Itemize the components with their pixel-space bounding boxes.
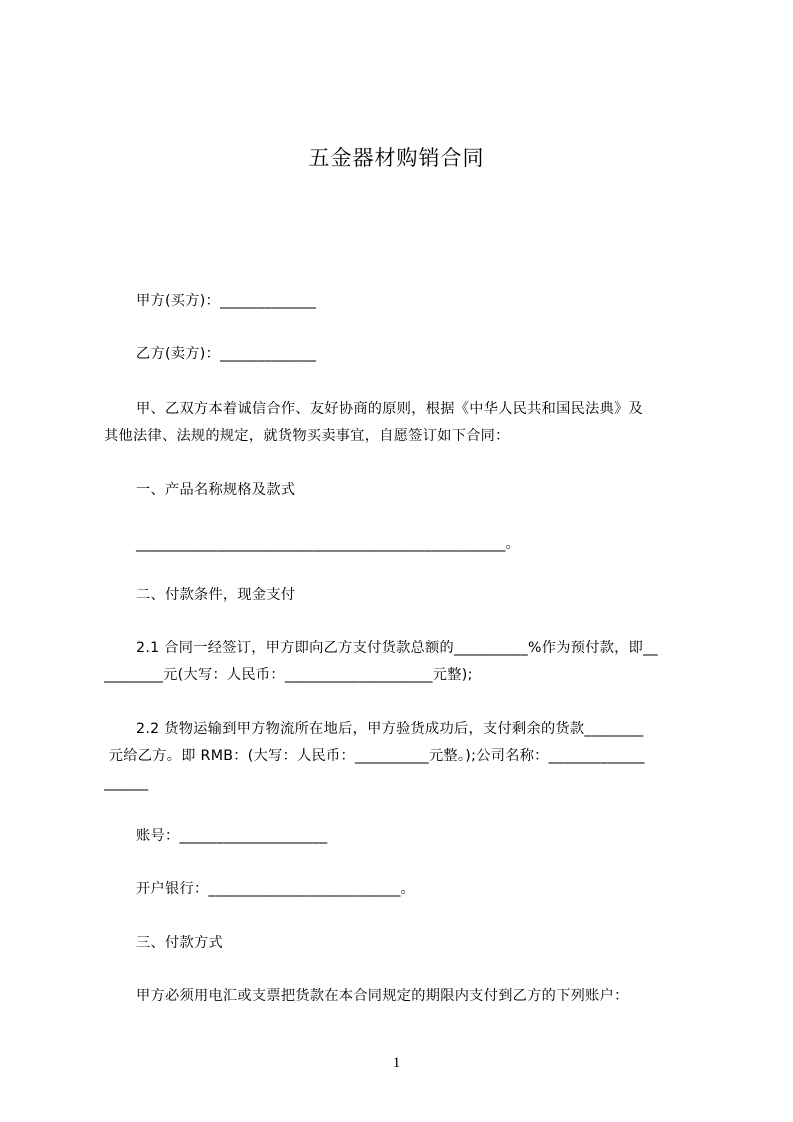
page-number: 1 <box>392 1055 401 1071</box>
clause-2-1-line2: ________元(大写：人民币：____________________元整); <box>104 667 473 683</box>
clause-2-2-line2: 元给乙方。即 RMB：(大写：人民币：__________元整。);公司名称：_____________ <box>104 748 645 764</box>
party-a-field: 甲方(买方)：_____________ <box>136 293 317 309</box>
section3-heading: 三、付款方式 <box>136 935 223 951</box>
intro-paragraph-line2: 其他法律、法规的规定，就货物买卖事宜，自愿签订如下合同： <box>104 428 510 444</box>
section3-text: 甲方必须用电汇或支票把货款在本合同规定的期限内支付到乙方的下列账户： <box>136 988 629 1004</box>
section1-heading: 一、产品名称规格及款式 <box>136 482 296 498</box>
clause-2-1-line1: 2.1 合同一经签订，甲方即向乙方支付货款总额的__________%作为预付款，即__ <box>136 640 658 656</box>
clause-2-2-line1: 2.2 货物运输到甲方物流所在地后，甲方验货成功后，支付剩余的货款________ <box>136 721 644 737</box>
section1-blank-line: __________________________________________________。 <box>136 536 521 552</box>
intro-paragraph-line1: 甲、乙双方本着诚信合作、友好协商的原则，根据《中华人民共和国民法典》及 <box>136 401 644 417</box>
section2-heading: 二、付款条件，现金支付 <box>136 587 296 603</box>
bank-field: 开户银行：__________________________。 <box>136 881 416 897</box>
party-b-field: 乙方(卖方)：_____________ <box>136 346 317 362</box>
document-title: 五金器材购销合同 <box>308 146 485 170</box>
account-number-field: 账号：____________________ <box>136 828 328 844</box>
clause-2-2-line3: ______ <box>104 775 149 791</box>
